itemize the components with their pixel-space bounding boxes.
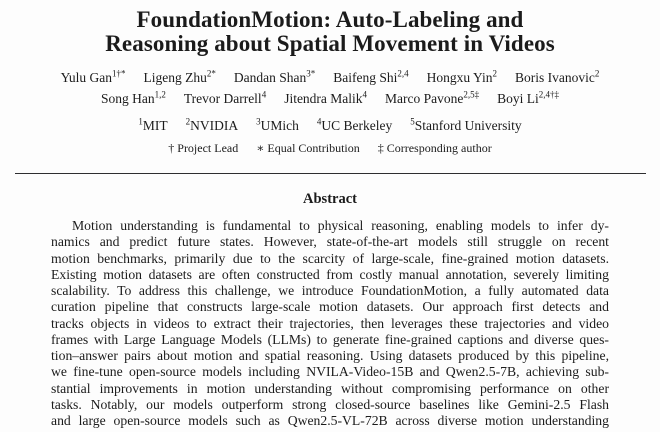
author-affiliation-sup: 1,2 <box>154 89 166 100</box>
note-symbol: † <box>168 141 175 155</box>
abstract-line: Existing motion datasets are often constructed from costly manual annotation, severely limiting <box>51 266 609 282</box>
author-affiliation-sup: 2* <box>206 68 216 79</box>
note-label: Equal Contribution <box>267 141 360 155</box>
author-name: Trevor Darrell <box>183 91 262 106</box>
author <box>61 70 126 85</box>
abstract-line: scalability. To address this challenge, we introduce FoundationMotion, a fully automated data <box>51 283 609 298</box>
contribution-notes <box>0 141 660 156</box>
affiliation-name: UC Berkeley <box>321 118 393 133</box>
author <box>333 70 408 85</box>
author-name: Dandan Shan <box>233 70 307 85</box>
title-line-2: Reasoning about Spatial Movement in Videos <box>105 30 555 56</box>
affiliation-sup: 5 <box>410 116 415 127</box>
affiliation-sup: 3 <box>256 116 261 127</box>
header-divider <box>15 173 646 174</box>
note-symbol: ∗ <box>256 141 265 155</box>
author <box>234 70 315 85</box>
author-list-row-2 <box>0 90 660 107</box>
abstract-line: tasks. Notably, our models outperform strong closed-source baselines like Gemini-2.5 Flash <box>51 396 609 412</box>
affiliation <box>410 118 521 133</box>
affiliation-name: MIT <box>142 118 168 133</box>
author-name: Jitendra Malik <box>284 91 363 106</box>
affiliation-sup: 2 <box>185 116 191 127</box>
author-affiliation-sup: 4 <box>362 89 368 100</box>
affiliation-name: UMich <box>260 118 299 133</box>
author <box>427 70 497 85</box>
author-name: Yulu Gan <box>60 70 112 85</box>
affiliation-name: NVIDIA <box>190 118 239 133</box>
paper-title <box>0 0 660 55</box>
abstract-line: tion–answer pairs about motion and spatial reasoning. Using datasets produced by this pipeline, <box>51 348 609 363</box>
abstract-heading: Abstract <box>303 191 357 207</box>
author-affiliation-sup: 3* <box>306 68 316 79</box>
author-name: Ligeng Zhu <box>143 70 207 85</box>
author <box>497 91 559 106</box>
abstract-line: namics and predict future states. However, state-of-the-art models still struggle on recent <box>51 234 609 250</box>
abstract-line: Motion understanding is fundamental to physical reasoning, enabling models to infer dy- <box>72 218 609 233</box>
abstract-line: tracks objects in videos to extract their trajectories, then leverages these trajectories and video <box>51 315 609 331</box>
abstract-line: we fine-tune open-source models including NVILA-Video-15B and Qwen2.5-7B, achieving sub- <box>51 364 609 380</box>
affiliation <box>317 118 392 133</box>
author-affiliation-sup: 1†* <box>112 68 126 79</box>
note-corresponding-author <box>378 141 492 155</box>
title-line-1: FoundationMotion: Auto-Labeling and <box>136 7 524 32</box>
abstract-line: and large open-source models such as Qwen2.5-VL-72B across diverse motion understanding <box>51 413 609 428</box>
author-name: Boris Ivanovic <box>515 70 595 85</box>
author-affiliation-sup: 2 <box>594 68 600 79</box>
author <box>184 91 266 106</box>
affiliation-sup: 4 <box>316 116 322 127</box>
author-name: Song Han <box>100 91 155 106</box>
note-equal-contribution <box>256 141 359 155</box>
affiliation <box>256 118 299 133</box>
abstract-line: frames with Large Language Models (LLMs) to generate fine-grained captions and diverse ques- <box>51 331 609 347</box>
affiliation-sup: 1 <box>138 116 143 127</box>
affiliation <box>138 118 167 133</box>
author-name: Marco Pavone <box>385 91 464 106</box>
author-name: Baifeng Shi <box>333 70 398 85</box>
abstract-line: motion benchmarks, primarily due to the scarcity of large-scale, fine-grained motion datasets. <box>51 250 609 266</box>
author-affiliation-sup: 2,4†‡ <box>538 89 560 100</box>
affiliation-name: Stanford University <box>414 118 522 133</box>
author <box>101 91 166 106</box>
note-project-lead <box>168 141 238 155</box>
abstract-body <box>51 218 609 429</box>
author-name: Boyi Li <box>497 91 539 106</box>
note-label: Project Lead <box>177 141 239 155</box>
author-name: Hongxu Yin <box>426 70 493 85</box>
author <box>284 91 367 106</box>
author-affiliation-sup: 2 <box>492 68 497 79</box>
author <box>515 70 599 85</box>
author <box>144 70 216 85</box>
abstract-line: curation pipeline that constructs large-scale motion datasets. Our approach first detects and <box>51 299 609 315</box>
author-list-row-1 <box>0 69 660 86</box>
note-symbol: ‡ <box>377 141 384 155</box>
author-affiliation-sup: 2,4 <box>397 68 409 79</box>
author-affiliation-sup: 2,5‡ <box>463 89 480 100</box>
affiliation-list <box>0 117 660 134</box>
author <box>385 91 479 106</box>
author-affiliation-sup: 4 <box>261 89 267 100</box>
abstract-line: stantial improvements in motion understanding without compromising performance on other <box>51 380 609 396</box>
note-label: Corresponding author <box>386 141 492 155</box>
affiliation <box>186 118 239 133</box>
